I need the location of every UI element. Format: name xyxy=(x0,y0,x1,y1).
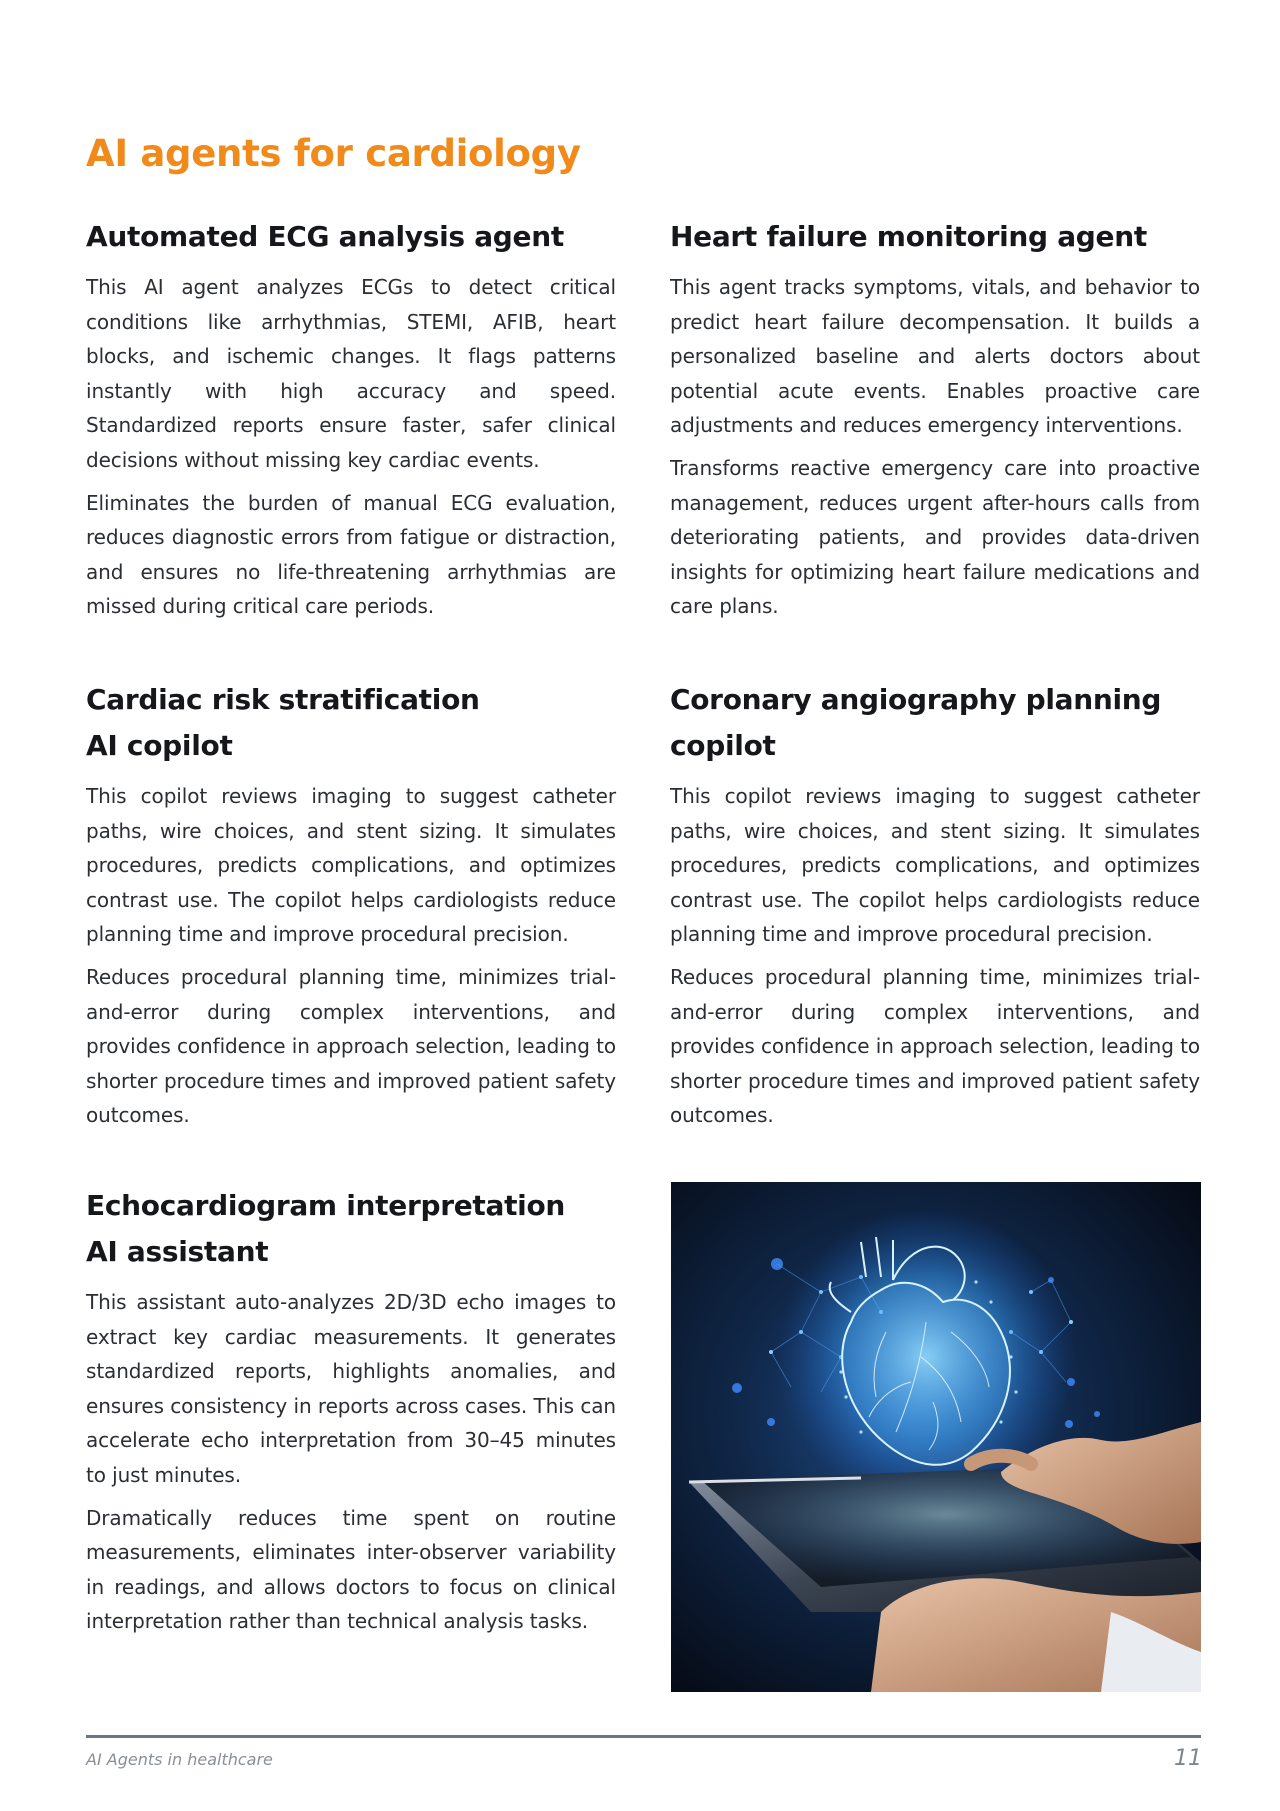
section-ecg-analysis xyxy=(86,214,616,632)
section-heading: Automated ECG analysis agent xyxy=(86,220,564,253)
section-heading: Cardiac risk stratification AI copilot xyxy=(86,683,480,762)
section-heading: Coronary angiography planning copilot xyxy=(670,683,1162,762)
footer-page-number: 11 xyxy=(1174,1746,1202,1771)
section-paragraph: Reduces procedural planning time, minimizes trial-and-error during complex interventions, and provides confidence in approach selection, leading to shorter procedure times and improved patient safety outcomes. xyxy=(86,964,616,1128)
section-paragraph: This copilot reviews imaging to suggest catheter paths, wire choices, and stent sizing. It simulates procedures, predicts complications, and optimizes contrast use. The copilot helps cardiologists reduce planning time and improve procedural precision. xyxy=(86,784,616,947)
footer-document-title: AI Agents in healthcare xyxy=(86,1750,273,1769)
section-paragraph: Dramatically reduces time spent on routine measurements, eliminates inter-observer variability in readings, and allows doctors to focus on clinical interpretation rather than technical analysis tasks. xyxy=(86,1505,616,1634)
section-coronary-angiography xyxy=(670,677,1200,1141)
section-heading: Echocardiogram interpretation AI assistant xyxy=(86,1189,566,1268)
section-paragraph: Reduces procedural planning time, minimizes trial-and-error during complex interventions, and provides confidence in approach selection, leading to shorter procedure times and improved patient safety outcomes. xyxy=(670,964,1200,1128)
section-paragraph: Eliminates the burden of manual ECG evaluation, reduces diagnostic errors from fatigue or distraction, and ensures no life-threatening arrhythmias are missed during critical care periods. xyxy=(86,490,616,619)
section-cardiac-risk-stratification xyxy=(86,677,616,1141)
section-heading: Heart failure monitoring agent xyxy=(670,220,1147,253)
page-title: AI agents for cardiology xyxy=(86,132,581,175)
section-paragraph: This AI agent analyzes ECGs to detect critical conditions like arrhythmias, STEMI, AFIB, heart blocks, and ischemic changes. It flags patterns instantly with high accuracy and speed. Standardized reports ensure faster, safer clinical decisions without missing key cardiac events. xyxy=(86,275,616,472)
section-echocardiogram xyxy=(86,1183,616,1647)
footer-divider xyxy=(86,1735,1201,1738)
heart-hologram-illustration xyxy=(671,1182,1201,1692)
section-paragraph: This assistant auto-analyzes 2D/3D echo images to extract key cardiac measurements. It generates standardized reports, highlights anomalies, and ensures consistency in reports across cases. This can accelerate echo interpretation from 30–45 minutes to just minutes. xyxy=(86,1290,616,1487)
section-paragraph: This copilot reviews imaging to suggest catheter paths, wire choices, and stent sizing. It simulates procedures, predicts complications, and optimizes contrast use. The copilot helps cardiologists reduce planning time and improve procedural precision. xyxy=(670,784,1200,947)
section-paragraph: This agent tracks symptoms, vitals, and behavior to predict heart failure decompensation. It builds a personalized baseline and alerts doctors about potential acute events. Enables proactive care adjustments and reduces emergency interventions. xyxy=(670,275,1200,438)
hero-image-holographic-heart xyxy=(671,1182,1201,1692)
section-heart-failure-monitoring xyxy=(670,214,1200,632)
section-paragraph: Transforms reactive emergency care into proactive management, reduces urgent after-hours calls from deteriorating patients, and provides data-driven insights for optimizing heart failure medications and care plans. xyxy=(670,455,1200,619)
